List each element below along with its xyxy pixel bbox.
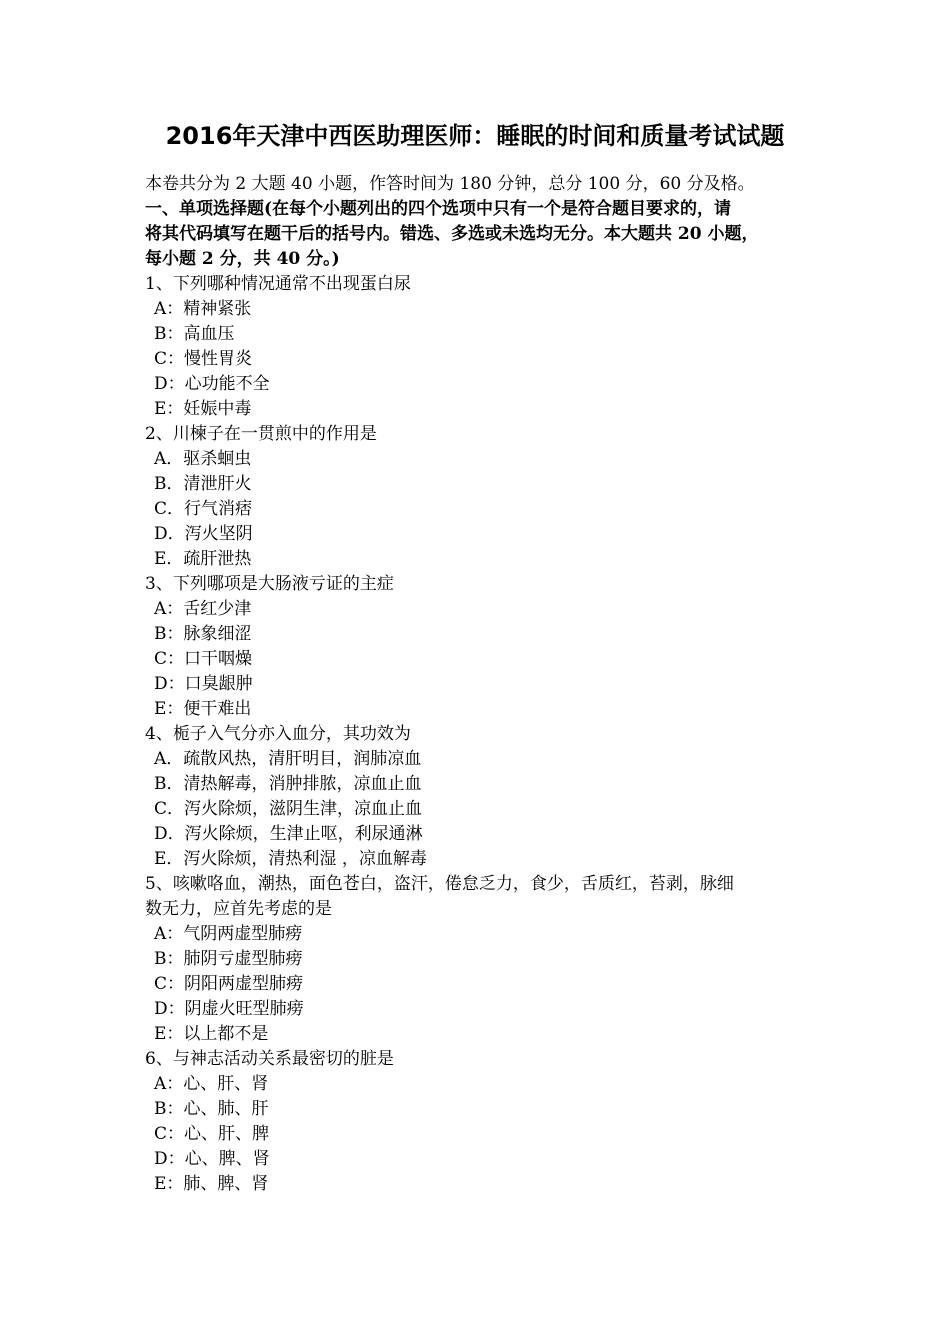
answer-option-c: C：心、肝、脾 [154,1124,270,1144]
question-2 [145,422,809,572]
question-stem: 4、栀子入气分亦入血分，其功效为 [145,724,411,744]
question-stem: 5、咳嗽咯血，潮热，面色苍白，盗汗，倦怠乏力，食少，舌质红，苔剥，脉细 [145,874,734,894]
answer-option-c: C：慢性胃炎 [154,349,253,369]
answer-option-d: D：口臭龈肿 [154,674,253,694]
question-stem: 3、下列哪项是大肠液亏证的主症 [145,574,394,594]
answer-option-e: E：便干难出 [154,699,252,719]
section-heading-line: 一、单项选择题(在每个小题列出的四个选项中只有一个是符合题目要求的，请 [145,199,732,219]
answer-option-e: E．疏肝泄热 [154,549,252,569]
answer-option-a: A：气阴两虚型肺痨 [154,924,303,944]
section-heading [145,197,809,272]
answer-option-b: B：高血压 [154,324,235,344]
answer-option-c: C．泻火除烦，滋阴生津，凉血止血 [154,799,423,819]
section-heading-line: 每小题 2 分，共 40 分。) [145,249,340,269]
answer-option-b: B．清泄肝火 [154,474,252,494]
answer-option-d: D：心、脾、肾 [154,1149,270,1169]
answer-option-a: A：心、肝、肾 [154,1074,269,1094]
answer-option-c: C．行气消痞 [154,499,253,519]
answer-option-c: C：口干咽燥 [154,649,253,669]
exam-intro: 本卷共分为 2 大题 40 小题，作答时间为 180 分钟，总分 100 分，60 分及格。 [145,174,755,194]
question-5 [145,872,809,1047]
question-4 [145,722,809,872]
answer-option-d: D：阴虚火旺型肺痨 [154,999,304,1019]
question-6 [145,1047,809,1197]
question-stem: 6、与神志活动关系最密切的脏是 [145,1049,394,1069]
answer-option-b: B：心、肺、肝 [154,1099,269,1119]
answer-option-e: E：以上都不是 [154,1024,269,1044]
answer-option-b: B：肺阴亏虚型肺痨 [154,949,303,969]
question-stem-continued: 数无力，应首先考虑的是 [145,899,332,919]
answer-option-a: A．疏散风热，清肝明目，润肺凉血 [154,749,422,769]
answer-option-c: C：阴阳两虚型肺痨 [154,974,304,994]
answer-option-d: D．泻火除烦，生津止呕，利尿通淋 [154,824,423,844]
section-heading-line: 将其代码填写在题干后的括号内。错选、多选或未选均无分。本大题共 20 小题， [145,224,759,244]
answer-option-d: D：心功能不全 [154,374,270,394]
answer-option-d: D．泻火坚阴 [154,524,253,544]
question-1 [145,272,809,422]
answer-option-e: E：肺、脾、肾 [154,1174,269,1194]
answer-option-a: A：精神紧张 [154,299,252,319]
answer-option-a: A．驱杀蛔虫 [154,449,252,469]
question-stem: 1、下列哪种情况通常不出现蛋白尿 [145,274,411,294]
document-title: 2016年天津中西医助理医师：睡眠的时间和质量考试试题 [165,122,785,150]
answer-option-a: A：舌红少津 [154,599,252,619]
answer-option-e: E．泻火除烦，清热利湿 ，凉血解毒 [154,849,427,869]
question-stem: 2、川楝子在一贯煎中的作用是 [145,424,377,444]
question-3 [145,572,809,722]
answer-option-e: E：妊娠中毒 [154,399,252,419]
answer-option-b: B．清热解毒，消肿排脓，凉血止血 [154,774,422,794]
answer-option-b: B：脉象细涩 [154,624,252,644]
document-body [145,172,809,1197]
